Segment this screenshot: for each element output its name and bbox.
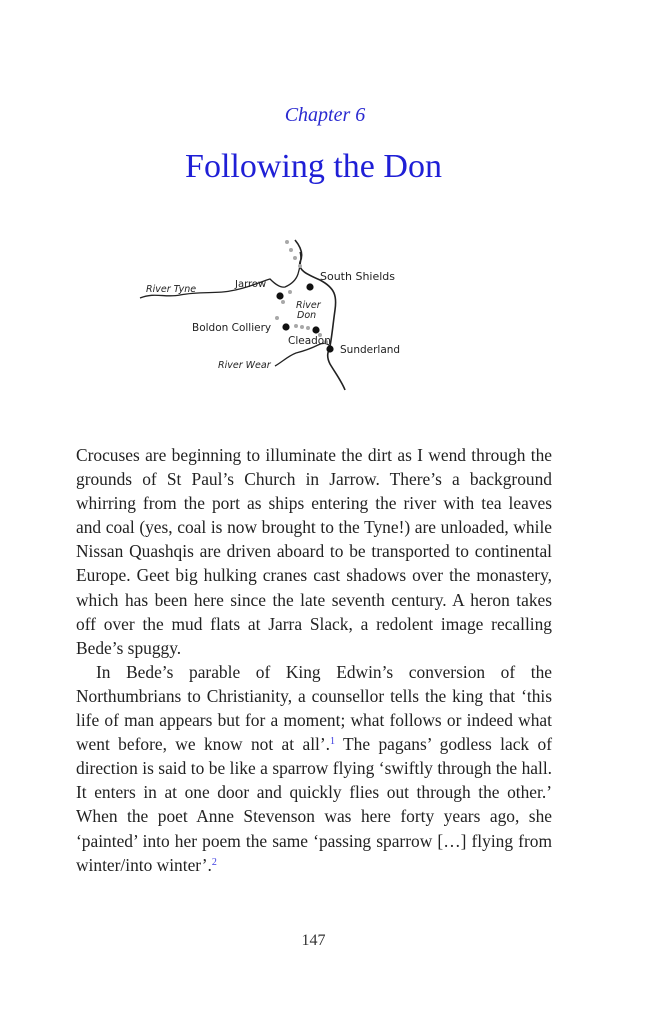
cleadon-marker: [312, 326, 319, 333]
paragraph-2-part-1: In Bede’s parable of King Edwin’s conversion of the Northumbrians to Christianity, a counsellor tells the king that ‘this life of man appears but for a moment; what follows or indeed what went before, we know not at all’.: [76, 661, 552, 755]
chapter-label: Chapter 6: [284, 104, 366, 126]
footnote-marker-1[interactable]: 1: [330, 736, 335, 748]
river-don-map: [130, 232, 420, 397]
jarrow-marker: [276, 292, 283, 299]
label-cleadon: Cleadon: [288, 335, 331, 347]
label-sunderland: Sunderland: [340, 344, 401, 356]
paragraph-2: [76, 660, 552, 877]
label-river-tyne: River Tyne: [146, 284, 197, 295]
paragraph-2-part-2: The pagans’ godless lack of direction is said to be like a sparrow flying ‘swiftly through the hall. It enters in at one door and quickly flies out through the other.’ When the poet Anne Stevenson was here forty years ago, she ‘painted’ into her poem the same ‘passing sparrow […] flying from winter/into winter’.: [76, 734, 552, 875]
label-jarrow: Jarrow: [235, 279, 267, 290]
chapter-title: Following the Don: [185, 148, 442, 185]
label-south-shields: South Shields: [320, 270, 396, 283]
label-river-wear: River Wear: [218, 360, 271, 371]
boldon-colliery-marker: [282, 323, 289, 330]
paragraph-1: Crocuses are beginning to illuminate the dirt as I wend through the grounds of St Paul’s Church in Jarrow. There’s a background whirring from the port as ships entering the river with tea leaves and coal (yes, coal is now brought to the Tyne!) are unloaded, while Nissan Quashqis are driven aboard to be transported to continental Europe. Geet big hulking cranes cast shadows over the monastery, which has been here since the late seventh century. A heron takes off over the mud flats at Jarra Slack, a redolent image recalling Bede’s spuggy.: [76, 445, 552, 658]
page-number: 147: [301, 932, 326, 949]
label-boldon-colliery: Boldon Colliery: [192, 322, 272, 334]
footnote-marker-2[interactable]: 2: [211, 856, 217, 868]
label-river-don-1: River: [296, 300, 321, 311]
chapter-body: [76, 443, 552, 877]
south-shields-marker: [306, 283, 313, 290]
label-river-don-2: Don: [297, 310, 317, 321]
